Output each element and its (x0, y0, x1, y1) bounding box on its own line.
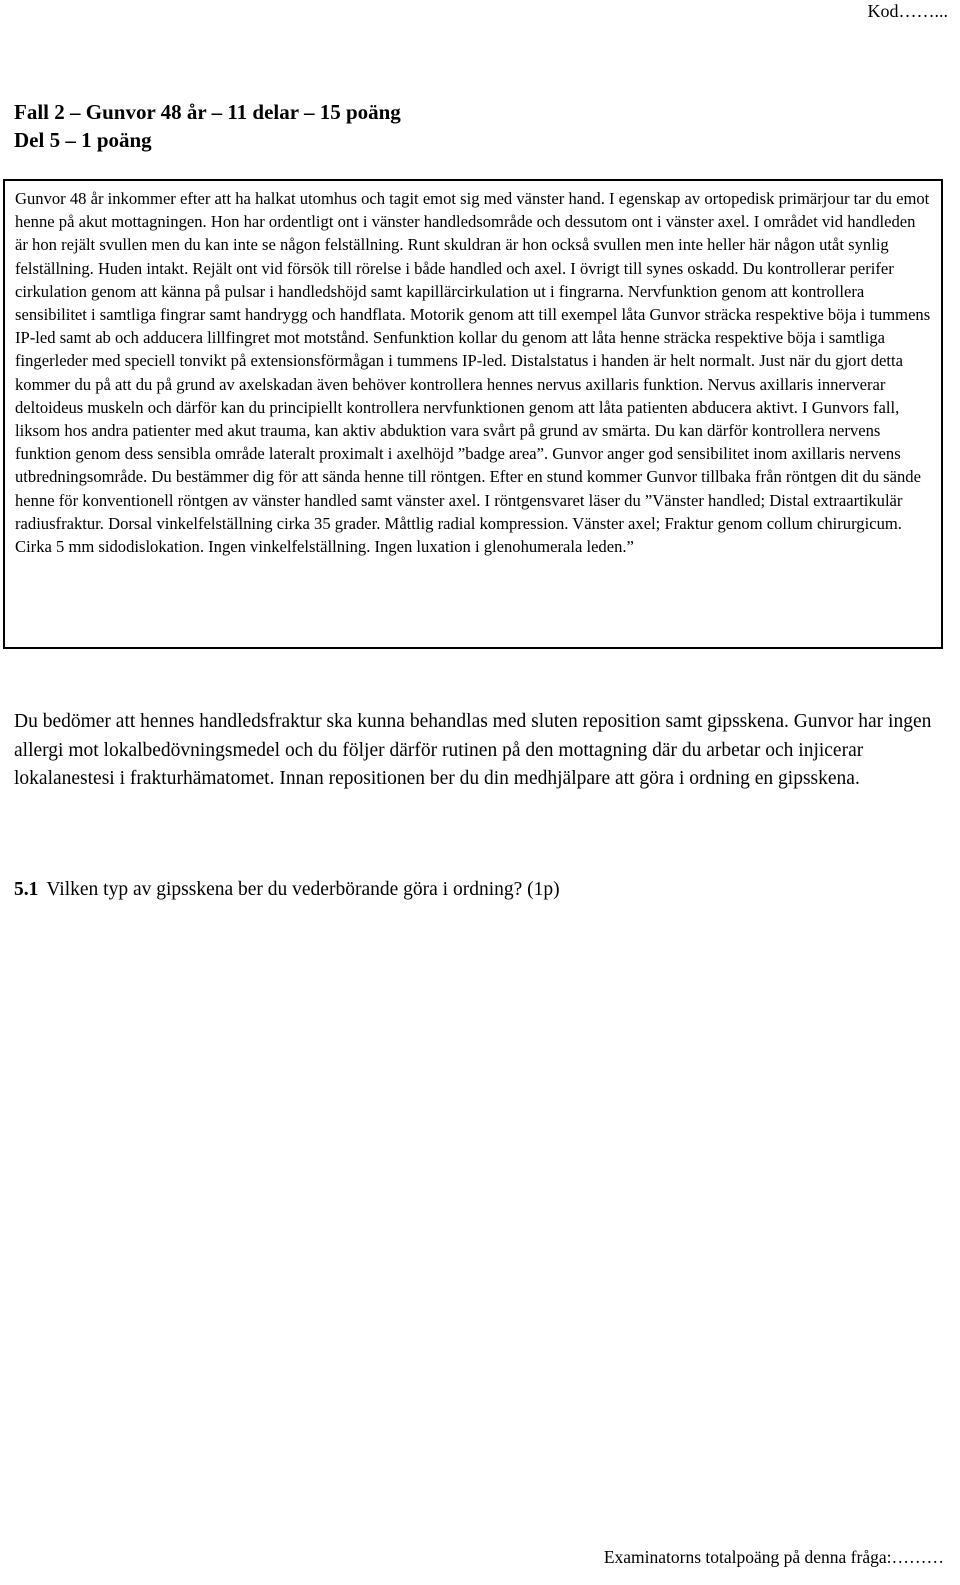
question-number: 5.1 (14, 879, 39, 900)
code-label: Kod……... (867, 1, 948, 21)
case-heading (14, 98, 401, 154)
examiner-score-label: Examinatorns totalpoäng på denna fråga:……… (603, 1547, 944, 1567)
intro-paragraph: Du bedömer att hennes handledsfraktur ska kunna behandlas med sluten reposition samt gipsskena. Gunvor har ingen allergi mot lokalbedövningsmedel och du följer därför rutinen på den mottagning där du arbetar och injicerar lokalanestesi i frakturhämatomet. Innan repositionen ber du din medhjälpare att göra i ordning en gipsskena. (14, 711, 932, 789)
question (14, 876, 560, 904)
case-title: Fall 2 – Gunvor 48 år – 11 delar – 15 poäng (14, 100, 401, 124)
part-title: Del 5 – 1 poäng (14, 128, 152, 152)
question-text: Vilken typ av gipsskena ber du vederbörande göra i ordning? (1p) (46, 879, 560, 900)
case-description-box (3, 179, 943, 649)
case-description-text: Gunvor 48 år inkommer efter att ha halkat utomhus och tagit emot sig med vänster hand. I egenskap av ortopedisk primärjour tar du emot henne på akut mottagningen. Hon har ordentligt ont i vänster handledsområde och dessutom ont i vänster axel. I området vid handleden är hon rejält svullen men du kan inte se någon felställning. Runt skuldran är hon också svullen men inte heller här någon utåt synlig felställning. Huden intakt. Rejält ont vid försök till rörelse i både handled och axel. I övrigt till synes oskadd. Du kontrollerar perifer cirkulation genom att känna på pulsar i handledshöjd samt kapillärcirkulation ut i fingrarna. Nervfunktion genom att kontrollera sensibilitet i samtliga fingrar samt handrygg och handflata. Motorik genom att till exempel låta Gunvor sträcka respektive böja i tummens IP-led samt ab och adducera lillfingret mot motstånd. Senfunktion kollar du genom att låta henne sträcka respektive böja i samtliga fingerleder med speciell tonvikt på extensionsförmågan i tummens IP-led. Distalstatus i handen är helt normalt. Just när du gjort detta kommer du på att du på grund av axelskadan även behöver kontrollera hennes nervus axillaris funktion. Nervus axillaris innerverar deltoideus muskeln och därför kan du principiellt kontrollera nervfunktionen genom att låta patienten abducera aktivt. I Gunvors fall, liksom hos andra patienter med akut trauma, kan aktiv abduktion vara svårt på grund av smärta. Du kan därför kontrollera nervens funktion genom dess sensibla område lateralt proximalt i axelhöjd ”badge area”. Gunvor anger god sensibilitet inom axillaris nervens utbredningsområde. Du bestämmer dig för att sända henne till röntgen. Efter en stund kommer Gunvor tillbaka från röntgen dit du sände henne för konventionell röntgen av vänster handled samt vänster axel. I röntgensvaret läser du ”Vänster handled; Distal extraartikulär radiusfraktur. Dorsal vinkelfelställning cirka 35 grader. Måttlig radial kompression. Vänster axel; Fraktur genom collum chirurgicum. Cirka 5 mm sidodislokation. Ingen vinkelfelställning. Ingen luxation i glenohumerala leden.” (15, 189, 931, 557)
